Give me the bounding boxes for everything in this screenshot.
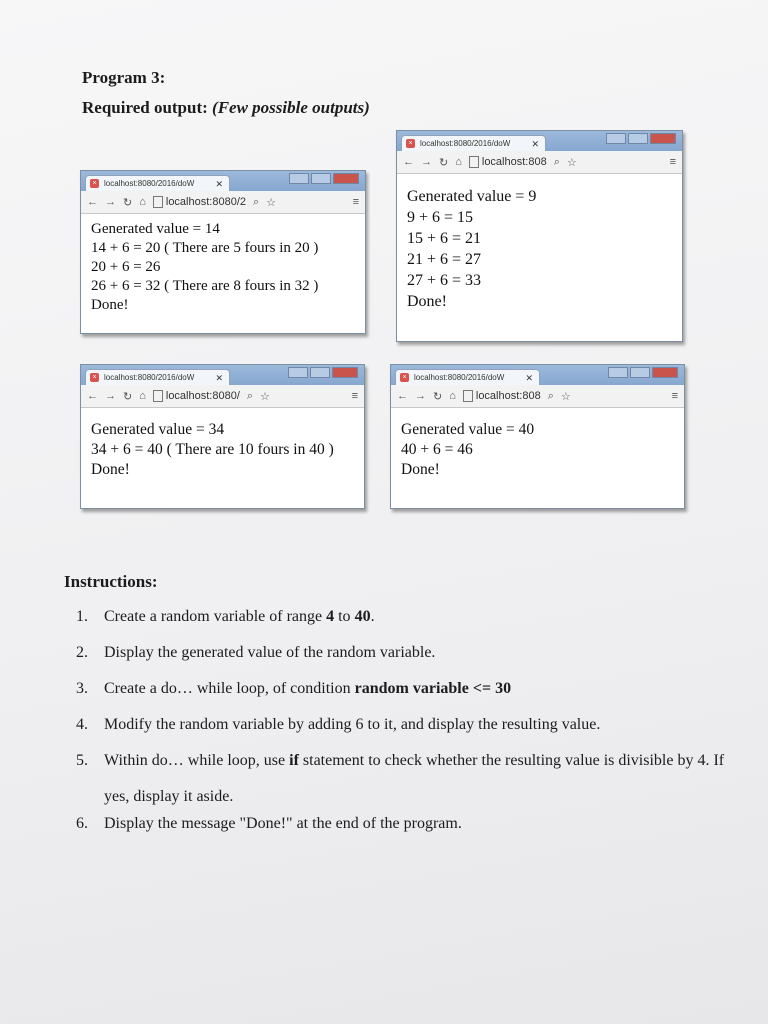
instructions-list	[76, 608, 746, 851]
browser-window-1	[80, 170, 366, 334]
address-bar[interactable]	[153, 390, 240, 402]
tab-title: localhost:8080/2016/doW	[104, 179, 195, 188]
reload-icon[interactable]: ↻	[433, 390, 443, 403]
browser-window-4	[390, 364, 685, 509]
output-line: Done!	[91, 297, 129, 313]
address-text: localhost:8080/2	[165, 196, 246, 208]
tab-close-icon[interactable]: ✕	[215, 179, 223, 189]
step-number: 4.	[76, 716, 88, 733]
output-line: 14 + 6 = 20 ( There are 5 fours in 20 )	[91, 240, 319, 256]
output-line: 34 + 6 = 40 ( There are 10 fours in 40 )	[91, 441, 334, 458]
output-line: Generated value = 40	[401, 421, 535, 438]
title-bar	[391, 365, 684, 385]
step-text: Display the message "Done!" at the end of the program.	[104, 815, 462, 832]
instruction-step	[76, 815, 746, 851]
address-bar[interactable]	[469, 156, 547, 168]
close-button[interactable]	[650, 133, 676, 144]
step-number: 1.	[76, 608, 88, 625]
star-icon[interactable]: ☆	[560, 390, 571, 403]
output-line: 21 + 6 = 27	[407, 251, 482, 268]
output-line: 40 + 6 = 46	[401, 441, 473, 458]
close-button[interactable]	[652, 367, 678, 378]
close-button[interactable]	[333, 173, 359, 184]
output-line: Generated value = 9	[407, 188, 537, 205]
instruction-step	[76, 608, 746, 644]
browser-window-3	[80, 364, 365, 509]
step-number: 2.	[76, 644, 88, 661]
browser-window-2	[396, 130, 683, 342]
maximize-button[interactable]	[630, 367, 650, 378]
address-text: localhost:8080/	[165, 390, 240, 402]
window-controls	[606, 133, 676, 144]
tab-close-icon[interactable]: ✕	[215, 373, 223, 383]
few-outputs-note: (Few possible outputs)	[212, 98, 370, 117]
step-text: to	[334, 608, 355, 625]
back-icon[interactable]: ←	[87, 196, 98, 208]
program-heading	[82, 68, 165, 88]
instruction-step	[76, 743, 746, 815]
menu-icon[interactable]: ≡	[352, 196, 359, 208]
step-text: Create a random variable of range	[104, 608, 327, 625]
zoom-icon[interactable]: ⌕	[547, 389, 554, 402]
back-icon[interactable]: ←	[397, 390, 408, 402]
address-bar[interactable]	[153, 196, 246, 208]
reload-icon[interactable]: ↻	[439, 156, 449, 169]
page-output	[81, 214, 365, 321]
zoom-icon[interactable]: ⌕	[246, 389, 254, 402]
browser-toolbar	[81, 385, 364, 408]
output-line: 26 + 6 = 32 ( There are 8 fours in 32 )	[91, 278, 319, 294]
favicon-icon: ×	[400, 373, 409, 382]
step-number: 3.	[76, 680, 88, 697]
page-icon	[153, 390, 163, 402]
favicon-icon: ×	[406, 139, 415, 148]
forward-icon[interactable]: →	[105, 196, 116, 208]
window-controls	[289, 173, 359, 184]
star-icon[interactable]: ☆	[260, 390, 270, 403]
forward-icon[interactable]: →	[421, 156, 432, 168]
browser-tab[interactable]	[85, 369, 230, 385]
zoom-icon[interactable]: ⌕	[553, 155, 560, 168]
output-line: 20 + 6 = 26	[91, 259, 161, 275]
star-icon[interactable]: ☆	[266, 196, 277, 209]
back-icon[interactable]: ←	[403, 156, 414, 168]
title-bar	[397, 131, 682, 151]
zoom-icon[interactable]: ⌕	[253, 195, 260, 208]
page-output	[397, 174, 682, 318]
instruction-step	[76, 680, 746, 716]
output-line: 9 + 6 = 15	[407, 209, 474, 226]
browser-toolbar	[81, 191, 365, 214]
forward-icon[interactable]: →	[415, 390, 426, 402]
program-label: Program 3:	[82, 68, 166, 87]
maximize-button[interactable]	[310, 367, 330, 378]
step-text: .	[370, 608, 375, 625]
forward-icon[interactable]: →	[105, 390, 116, 402]
tab-title: localhost:8080/2016/doW	[420, 139, 511, 148]
back-icon[interactable]: ←	[87, 390, 98, 402]
window-controls	[288, 367, 358, 378]
home-icon[interactable]: ⌂	[449, 390, 456, 402]
output-line: Generated value = 34	[91, 421, 225, 438]
address-bar[interactable]	[463, 390, 541, 402]
required-output-heading	[82, 98, 370, 118]
browser-tab[interactable]	[85, 175, 230, 191]
step-bold-text: if	[289, 752, 299, 769]
page-icon	[463, 390, 473, 402]
tab-close-icon[interactable]: ✕	[531, 139, 539, 149]
minimize-button[interactable]	[606, 133, 626, 144]
maximize-button[interactable]	[311, 173, 331, 184]
browser-tab[interactable]	[401, 135, 546, 151]
instructions-title: Instructions:	[64, 572, 158, 591]
page-icon	[153, 196, 163, 208]
title-bar	[81, 171, 365, 191]
menu-icon[interactable]: ≡	[351, 390, 358, 402]
step-number: 6.	[76, 815, 88, 832]
minimize-button[interactable]	[289, 173, 309, 184]
output-line: Done!	[407, 293, 447, 310]
page-output	[81, 408, 364, 486]
favicon-icon: ×	[90, 373, 99, 382]
tab-title: localhost:8080/2016/doW	[414, 373, 505, 382]
step-text: Modify the random variable by adding 6 to it, and display the resulting value.	[104, 716, 601, 733]
tab-title: localhost:8080/2016/doW	[104, 373, 195, 382]
favicon-icon: ×	[90, 179, 99, 188]
step-text: Create a do… while loop, of condition	[104, 680, 355, 697]
required-output-label: Required output:	[82, 98, 208, 117]
star-icon[interactable]: ☆	[566, 156, 577, 169]
page-output	[391, 408, 684, 486]
browser-toolbar	[397, 151, 682, 174]
reload-icon[interactable]: ↻	[123, 390, 133, 403]
address-text: localhost:808	[475, 390, 541, 402]
output-line: 15 + 6 = 21	[407, 230, 482, 247]
minimize-button[interactable]	[608, 367, 628, 378]
home-icon[interactable]: ⌂	[455, 156, 462, 168]
output-line: Done!	[401, 461, 440, 478]
step-text: Display the generated value of the random variable.	[104, 644, 436, 661]
title-bar	[81, 365, 364, 385]
step-text: statement to check whether the resulting value is divisible by 4. If yes, display it aside.	[104, 752, 725, 805]
window-controls	[608, 367, 678, 378]
output-line: 27 + 6 = 33	[407, 272, 482, 289]
maximize-button[interactable]	[628, 133, 648, 144]
step-bold-text: 40	[354, 608, 371, 625]
menu-icon[interactable]: ≡	[671, 390, 678, 402]
output-line: Done!	[91, 461, 130, 478]
step-text: Within do… while loop, use	[104, 752, 290, 769]
close-button[interactable]	[332, 367, 358, 378]
output-line: Generated value = 14	[91, 221, 220, 237]
home-icon[interactable]: ⌂	[139, 196, 146, 208]
reload-icon[interactable]: ↻	[123, 196, 133, 209]
address-text: localhost:808	[481, 156, 547, 168]
instruction-step	[76, 644, 746, 680]
page-icon	[469, 156, 479, 168]
menu-icon[interactable]: ≡	[669, 156, 676, 168]
step-number: 5.	[76, 752, 88, 769]
tab-close-icon[interactable]: ✕	[525, 373, 533, 383]
step-bold-text: 4	[326, 608, 335, 625]
home-icon[interactable]: ⌂	[139, 390, 146, 402]
browser-toolbar	[391, 385, 684, 408]
step-bold-text: random variable <= 30	[354, 680, 512, 697]
browser-tab[interactable]	[395, 369, 540, 385]
minimize-button[interactable]	[288, 367, 308, 378]
